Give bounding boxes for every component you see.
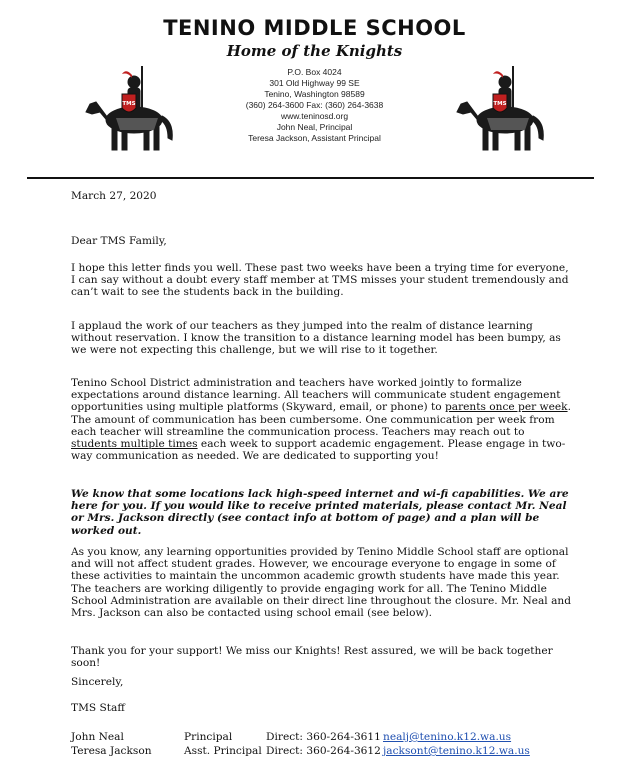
paragraph-2: I applaud the work of our teachers as they jumped into the realm of distance learning without reservation. I know the transition to a distance learning model has been bumpy, as we were not expecting this challenge, but we will rise to it together. [71,320,561,357]
letterhead-divider [27,177,594,179]
staff-title: Asst. Principal [184,745,262,757]
contact-po-box: P.O. Box 4024 [287,67,342,77]
staff-row [71,744,591,758]
letter-date: March 27, 2020 [71,190,157,202]
contact-city: Tenino, Washington 98589 [264,89,365,99]
knight-on-horse-icon [82,62,182,158]
paragraph-1: I hope this letter finds you well. These past two weeks have been a trying time for everyone, I can say without a doubt every staff member at TMS misses your student tremendously and can’t wait to see the students back in the building. [71,262,569,299]
staff-phone: Direct: 360-264-3611 [266,731,381,743]
underlined-parents-once-per-week: parents once per week [444,401,568,414]
paragraph-4-emphasis: We know that some locations lack high-speed internet and wi-fi capabilities. We are here for you. If you would like to receive printed materials, please contact Mr. Neal or Mrs. Jackson directly (see contact info at bottom of page) and a plan will be worked out. [71,488,569,537]
letter-salutation: Dear TMS Family, [71,235,167,247]
paragraph-5: As you know, any learning opportunities provided by Tenino Middle School staff are optional and will not affect student grades. However, we encourage everyone to engage in some of these activities to maintain the uncommon academic growth students have made this year. The teachers are working diligently to provide engaging work for all. The Tenino Middle School Administration are available on their direct line throughout the closure. Mr. Neal and Mrs. Jackson can also be contacted using school email (see below). [71,546,571,620]
staff-contact-table [71,730,591,758]
contact-assistant-principal: Teresa Jackson, Assistant Principal [248,133,381,143]
staff-phone: Direct: 360-264-3612 [266,745,381,757]
contact-principal: John Neal, Principal [276,122,353,132]
knight-on-horse-icon [453,62,553,158]
contact-website: www.teninosd.org [280,111,349,121]
shield-text: TMS [493,101,507,107]
staff-email-link[interactable]: jacksont@tenino.k12.wa.us [383,745,530,757]
shield-text: TMS [122,101,136,107]
letter-closing: Sincerely, [71,676,124,688]
staff-name: John Neal [71,731,124,743]
school-tagline: Home of the Knights [226,42,403,60]
staff-row [71,730,591,744]
paragraph-3-text-b: . The amount of communication has been cumbersome. One communication per week from each teacher will streamline the communication process. Teachers may reach out to [71,401,571,438]
paragraph-6: Thank you for your support! We miss our Knights! Rest assured, we will be back together soon! [71,645,553,670]
paragraph-3-text-a: Tenino School District administration and teachers have worked jointly to formalize expectations around distance learning. All teachers will communicate student engagement opportunities using multiple platforms (Skyward, email, or phone) to [71,377,561,414]
letter-signature: TMS Staff [71,702,125,714]
paragraph-3-text-c: each week to support academic engagement. Please engage in two-way communication as needed. We are dedicated to supporting you! [71,438,566,463]
underlined-students-multiple-times: students multiple times [71,438,198,451]
staff-title: Principal [184,731,233,743]
staff-name: Teresa Jackson [71,745,152,757]
staff-email-link[interactable]: nealj@tenino.k12.wa.us [383,731,512,743]
paragraph-3 [71,377,571,462]
school-name: TENINO MIDDLE SCHOOL [163,16,466,40]
contact-street: 301 Old Highway 99 SE [269,78,360,88]
contact-phone-fax: (360) 264-3600 Fax: (360) 264-3638 [245,100,384,110]
